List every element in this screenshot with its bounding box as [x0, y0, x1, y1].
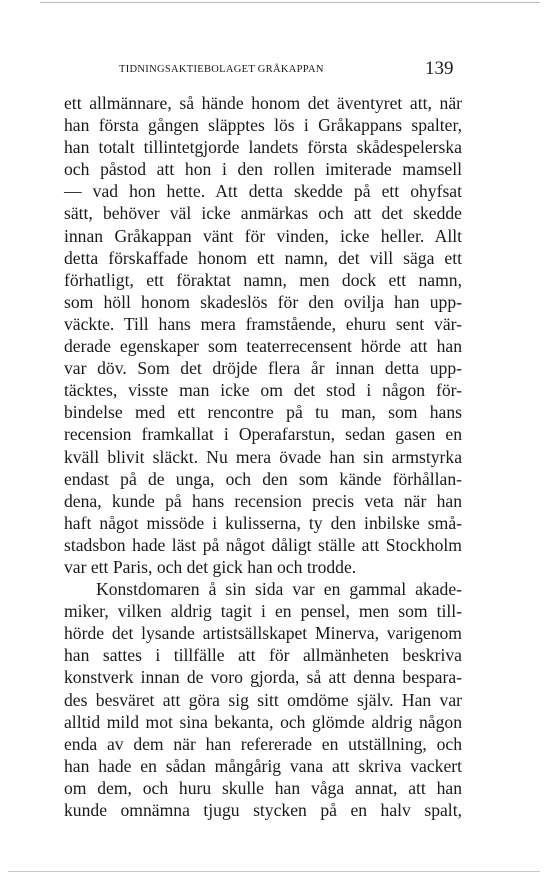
bottom-edge-rule	[8, 871, 540, 872]
text-line: hörde det lysande artistsällskapet Minerva, varigenom	[64, 623, 462, 644]
text-line: han hade en sådan mångårig vana att skriva vackert	[64, 755, 462, 776]
text-line: des besväret att göra sig sitt omdöme själv. Han var	[64, 689, 462, 710]
paragraph	[64, 92, 462, 578]
text-line: han sattes i tillfälle att för allmänheten beskriva	[64, 645, 462, 666]
text-line: var döv. Som det dröjde flera år innan detta upp-	[64, 358, 462, 379]
text-line: täcktes, visste man icke om det stod i någon för-	[64, 380, 462, 401]
text-line: haft något missöde i kulisserna, ty den inbilske små-	[64, 512, 462, 533]
text-line: var ett Paris, och det gick han och trodde.	[64, 556, 357, 577]
text-line: han totalt tillintetgjorde landets första skådespelerska	[64, 137, 462, 158]
text-line: innan Gråkappan vänt för vinden, icke heller. Allt	[64, 225, 462, 246]
text-line: Konstdomaren å sin sida var en gammal akade-	[96, 579, 462, 600]
text-line: bindelse med ett rencontre på tu man, som hans	[64, 402, 462, 423]
running-title: TIDNINGSAKTIEBOLAGET GRÅKAPPAN	[119, 64, 324, 75]
text-line: miker, vilken aldrig tagit i en pensel, men som till-	[64, 601, 462, 622]
page-number: 139	[425, 58, 454, 79]
text-line: recension framkallat i Operafarstun, sedan gasen en	[64, 424, 462, 445]
text-line: kväll blivit släckt. Nu mera övade han sin armstyrka	[64, 446, 462, 467]
text-line: alltid mild mot sina bekanta, och glömde aldrig någon	[64, 711, 462, 732]
text-line: derade egenskaper som teaterrecensent hörde att han	[64, 336, 462, 357]
text-line: konstverk innan de voro gjorda, så att denna bespara-	[64, 667, 462, 688]
text-line: kunde omnämna tjugu stycken på en halv spalt,	[64, 800, 462, 820]
text-line: dena, kunde på hans recension precis veta när han	[64, 490, 462, 511]
text-line: förhatligt, ett föraktat namn, men dock ett namn,	[64, 269, 462, 290]
text-line: och påstod att hon i den rollen imiterade mamsell	[64, 159, 462, 180]
text-line: stadsbon hade läst på något dåligt ställe att Stockholm	[64, 534, 462, 555]
text-line: ett allmännare, så hände honom det äventyret att, när	[64, 93, 462, 113]
text-line: sätt, behöver väl icke anmärkas och att det skedde	[64, 203, 462, 224]
text-line: enda av dem när han refererade en utställning, och	[64, 733, 462, 754]
top-edge-rule	[40, 2, 540, 3]
body-text	[64, 92, 462, 821]
text-line: endast på de unga, och den som kände förhållan-	[64, 468, 462, 489]
text-line: väckte. Till hans mera framstående, ehuru sent vär-	[64, 313, 462, 334]
paragraph	[64, 578, 462, 821]
text-line: som höll honom skadeslös för den ovilja han upp-	[64, 291, 462, 312]
text-line: — vad hon hette. Att detta skedde på ett ohyfsat	[64, 181, 462, 202]
text-line: om dem, och huru skulle han våga annat, att han	[64, 777, 462, 798]
running-head	[0, 58, 544, 84]
text-line: detta förskaffade honom ett namn, det vill säga ett	[64, 247, 462, 268]
text-line: han första gången släpptes lös i Gråkappans spalter,	[64, 115, 462, 136]
